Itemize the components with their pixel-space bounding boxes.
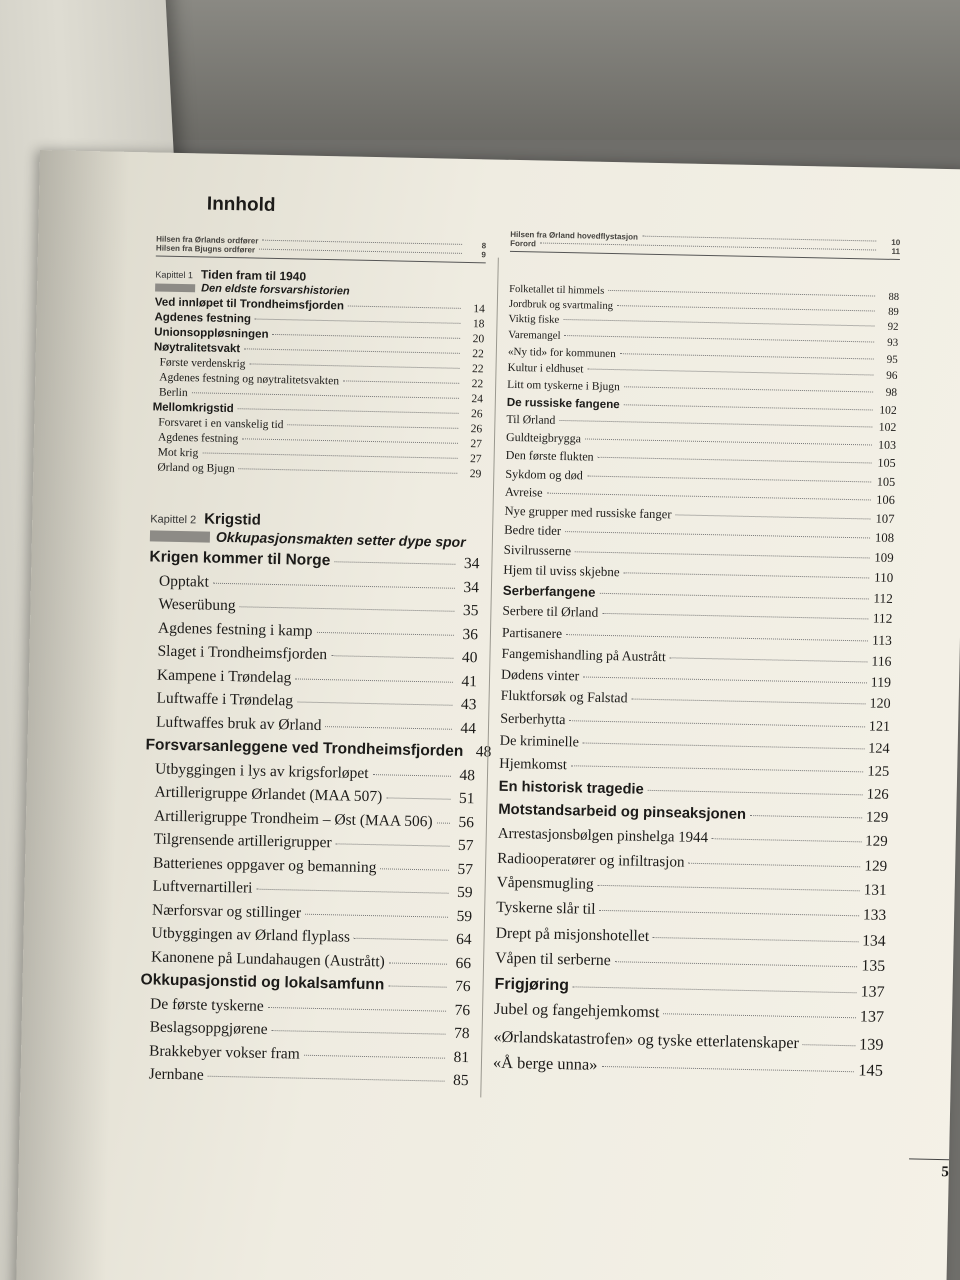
toc-entry-page: 27 [470,438,483,451]
toc-leader-dots [689,863,861,868]
toc-leader-dots [624,404,873,410]
toc-entry-page: 95 [886,353,898,366]
toc-leader-dots [663,1014,855,1019]
toc-entry-page: 57 [457,836,474,855]
toc-entry-page: 93 [887,336,899,349]
toc-entry-title: Kampene i Trøndelag [156,666,292,686]
toc-entry-page: 34 [463,554,480,573]
toc-entry-page: 51 [458,789,475,808]
toc-leader-dots [336,843,450,846]
toc-entry-title: Jernbane [148,1065,204,1084]
toc-entry-page: 137 [859,1008,885,1027]
toc-leader-dots [565,531,870,538]
toc-leader-dots [565,335,875,342]
toc-leader-dots [602,613,868,620]
toc-entry-page: 44 [460,719,477,737]
toc-leader-dots [305,913,448,917]
toc-entry-title: «Ørlandskatastrofen» og tyske etterlatenskaper [493,1027,800,1052]
toc-entry-page: 36 [462,625,479,643]
toc-leader-dots [262,240,462,245]
toc-entry-title: De første tyskerne [149,994,264,1015]
toc-entry-title: Agdenes festning [154,311,252,326]
toc-entry-title: Nærforsvar og stillinger [151,901,302,922]
toc-entry-title: Kanonene på Lundahaugen (Austrått) [150,948,385,970]
toc-entry-page: 64 [455,930,472,949]
chapter-2 [138,509,492,1092]
toc-entry-page: 59 [456,883,473,902]
toc-entry-page: 35 [462,601,479,620]
toc-entry-title: Guldteigbrygga [505,429,582,445]
toc-entry-page: 110 [873,569,894,586]
toc-leader-dots [598,457,872,464]
toc-entry-page: 119 [870,674,892,691]
toc-leader-dots [750,815,862,818]
toc-leader-dots [268,1006,446,1011]
toc-entry-title: Jubel og fangehjemkomst [493,1001,660,1022]
chapter-1 [151,266,485,482]
toc-entry-page: 139 [858,1034,884,1054]
toc-entry-page: 126 [866,786,889,803]
toc-entry-title: Serbere til Ørland [502,602,599,620]
toc-leader-dots [380,868,449,870]
toc-entry-page: 137 [860,982,885,1001]
toc-entry-title: Opptakt [158,572,210,591]
toc-entry-page: 43 [460,695,477,714]
toc-leader-dots [615,961,858,967]
toc-entry-page: 10 [891,237,901,248]
toc-entry-title: Fluktforsøk og Falstad [500,688,628,707]
toc-entry-title: Unionsoppløsningen [154,326,269,341]
toc-entry-page: 48 [459,766,476,784]
toc-entry-title: En historisk tragedie [498,778,644,798]
toc-leader-dots [547,493,871,501]
toc-entry-title: Viktig fiske [508,313,560,327]
toc-entry-title: Frigjøring [494,975,570,994]
toc-entry-page: 78 [453,1024,470,1043]
toc-entry-title: Ved innløpet til Trondheimsfjorden [154,296,345,313]
chapter-1-marker-bar [155,283,195,292]
toc-leader-dots [213,582,455,588]
toc-entry-title: Bedre tider [503,522,562,539]
toc-leader-dots [287,424,458,429]
toc-leader-dots [304,1054,445,1058]
toc-entry-title: De russiske fangene [506,395,620,411]
toc-entry-page: 133 [862,906,887,924]
toc-entry-title: Jordbruk og svartmaling [508,298,614,313]
toc-entry-title: Hilsen fra Bjugns ordfører [155,243,256,255]
toc-entry-title: «Å berge unna» [492,1052,598,1074]
toc-entry-title: Tyskerne slår til [496,898,596,918]
toc-leader-dots [598,885,860,891]
toc-entry-page: 56 [458,813,475,831]
toc-entry-page: 112 [872,610,893,626]
toc-entry-title: Artillerigruppe Ørlandet (MAA 507) [154,783,383,806]
chapter-1-title: Tiden fram til 1940 [200,267,307,284]
toc-leader-dots [331,655,453,659]
toc-entry-title: Agdenes festning [157,431,239,446]
toc-leader-dots [608,290,875,297]
toc-leader-dots [388,985,446,987]
toc-leader-dots [670,657,868,662]
toc-entry-page: 109 [874,550,894,565]
toc-entry-page: 121 [868,718,891,735]
toc-entry-page: 59 [456,907,473,925]
toc-entry-page: 66 [455,954,472,972]
toc-entry-page: 34 [463,578,480,596]
chapter-2-marker-bar [150,530,210,542]
chapter-1-entries [151,295,485,482]
chapter-1-subtitle: Den eldste forsvarshistorien [201,282,350,298]
toc-leader-dots [272,1030,446,1035]
toc-leader-dots [259,249,462,254]
toc-entry-title: Arrestasjonsbølgen pinshelga 1944 [497,825,709,847]
toc-leader-dots [600,910,859,916]
toc-entry-title: Hilsen fra Ørlands ordfører [156,234,259,246]
toc-entry-page: 26 [470,423,483,436]
toc-entry-page: 76 [454,977,471,996]
toc-entry-title: Weserübung [158,595,236,615]
toc-entry-page: 120 [869,696,891,712]
toc-leader-dots [240,606,455,612]
toc-entry-title: Tilgrensende artillerigrupper [153,830,332,852]
toc-entry-title: Serberfangene [502,582,596,600]
toc-left-column [138,234,492,1092]
toc-leader-dots [617,305,875,311]
toc-entry-page: 57 [457,860,474,878]
toc-entry-page: 26 [470,408,483,421]
toc-leader-dots [569,720,864,727]
toc-entry-page: 112 [873,590,893,606]
toc-entry-title: Drept på misjonshotellet [495,924,650,945]
toc-leader-dots [348,305,461,308]
toc-entry-title: Sivilrusserne [503,542,572,558]
toc-entry-title: Serberhytta [500,710,566,729]
toc-entry-title: Dødens vinter [500,666,580,684]
toc-leader-dots [632,698,866,704]
toc-entry-page: 105 [876,474,896,489]
toc-leader-dots [624,573,870,579]
toc-leader-dots [648,790,863,796]
toc-entry-page: 18 [472,318,485,331]
toc-leader-dots [256,889,448,894]
toc-entry-page: 134 [862,932,886,950]
toc-entry-title: Slaget i Trondheimsfjorden [157,642,328,664]
toc-entry-page: 81 [453,1048,470,1066]
toc-entry-title: Avreise [504,484,543,500]
toc-entry-title: Nøytralitetsvakt [153,341,241,356]
toc-entry-title: Første verdenskrig [159,356,246,371]
toc-entry-title: Utbyggingen i lys av krigsforløpet [154,760,369,782]
toc-entry-page: 107 [875,511,895,526]
toc-leader-dots [583,677,867,684]
toc-entry-title: Litt om tyskerne i Bjugn [507,378,620,393]
toc-leader-dots [571,765,864,772]
toc-entry-title: Agdenes festning i kamp [157,619,313,640]
page-title: Innhold [206,193,276,216]
toc-entry-title: Krigen kommer til Norge [149,548,331,570]
toc-entry-page: 22 [472,348,484,361]
toc-entry-page: 11 [891,246,901,257]
toc-entry-title: Mot krig [157,446,199,460]
toc-entry-page: 40 [461,648,478,667]
toc-leader-dots [599,592,868,599]
book-page [16,150,960,1280]
right-entries [493,282,900,1085]
toc-entry-page: 98 [885,386,898,399]
toc-leader-dots [583,743,864,750]
toc-entry-title: Til Ørland [506,412,556,427]
toc-leader-dots [373,774,451,777]
toc-entry-title: Batterienes oppgaver og bemanning [152,854,377,876]
toc-entry-page: 89 [888,306,899,319]
toc-entry-page: 106 [876,492,896,508]
toc-entry-title: De kriminelle [499,733,580,751]
toc-leader-dots [192,392,459,399]
toc-leader-dots [242,438,458,444]
toc-entry-page: 129 [865,833,888,850]
toc-entry-page: 145 [858,1060,884,1080]
toc-leader-dots [620,353,874,359]
toc-leader-dots [389,962,447,964]
toc-entry-page: 105 [877,455,896,471]
toc-entry-page: 129 [864,858,888,875]
toc-leader-dots [642,236,876,242]
toc-leader-dots [249,363,459,368]
toc-leader-dots [585,438,872,445]
chapter-2-number: Kapittel 2 [150,513,197,527]
toc-entry-title: Den første flukten [505,448,594,465]
toc-entry-page: 8 [481,241,487,251]
toc-leader-dots [653,937,858,942]
toc-entry-page: 22 [471,378,484,391]
toc-entry-page: 102 [879,403,897,417]
toc-leader-dots [317,631,454,635]
chapter-2-title: Krigstid [204,510,262,529]
toc-leader-dots [601,1066,854,1072]
toc-entry-page: 96 [886,369,898,383]
toc-entry-title: Motstandsarbeid og pinseaksjonen [498,802,747,824]
toc-entry-title: Kultur i eldhuset [507,362,584,376]
toc-leader-dots [239,468,458,474]
toc-entry-page: 9 [481,250,486,260]
toc-entry-title: Ørland og Bjugn [157,461,235,476]
toc-entry-title: Artillerigruppe Trondheim – Øst (MAA 506) [153,807,433,830]
toc-entry-title: Beslagsoppgjørene [149,1018,268,1038]
toc-leader-dots [712,838,861,842]
toc-entry-page: 103 [877,437,897,452]
toc-entry-page: 14 [473,303,485,316]
toc-entry-title: Luftvernartilleri [152,877,253,897]
toc-leader-dots [334,561,455,565]
toc-entry-page: 20 [472,333,485,346]
toc-entry-page: 85 [452,1071,469,1090]
toc-leader-dots [587,369,873,376]
toc-entry-title: Utbyggingen av Ørland flyplass [151,924,351,946]
toc-entry-page: 24 [471,393,484,406]
chapter-2-entries [138,545,492,1092]
toc-leader-dots [208,1076,445,1082]
toc-entry-page: 102 [878,420,897,434]
toc-entry-title: Forord [510,238,537,249]
toc-entry-page: 108 [874,530,895,546]
toc-leader-dots [273,334,461,339]
toc-entry-title: Brakkebyer vokser fram [148,1041,300,1063]
toc-entry-title: Varemangel [508,328,561,342]
toc-entry-title: Våpensmugling [496,873,594,893]
toc-entry-page: 135 [861,957,886,975]
toc-leader-dots [343,380,459,383]
toc-entry-title: Agdenes festning og nøytralitetsvakten [159,371,340,388]
page-number: 5 [909,1158,949,1181]
toc-leader-dots [566,634,868,641]
toc-entry-page: 129 [865,809,889,827]
chapter-2-subtitle: Okkupasjonsmakten setter dype spor [215,528,466,550]
toc-leader-dots [295,678,453,682]
toc-leader-dots [238,408,459,414]
toc-entry-title: Folketallet til himmels [509,283,605,297]
toc-entry-page: 22 [471,363,484,376]
toc-leader-dots [675,514,870,519]
toc-leader-dots [325,726,452,730]
toc-leader-dots [202,452,457,458]
toc-leader-dots [803,1044,855,1046]
toc-entry-title: Luftwaffes bruk av Ørland [155,713,322,734]
toc-leader-dots [559,420,872,428]
toc-entry-title: Berlin [158,386,188,400]
toc-entry-page: 116 [871,653,892,669]
toc-entry-page: 113 [871,632,893,648]
toc-entry-title: Forsvarsanleggene ved Trondheimsfjorden [145,736,464,760]
toc-entry-title: Mellomkrigstid [152,401,234,416]
toc-entry-title: Hjem til uviss skjebne [503,562,620,580]
toc-entry-page: 131 [863,881,887,900]
toc-entry-title: Hjemkomst [499,755,568,774]
toc-leader-dots [575,551,870,558]
toc-entry-page: 124 [867,740,890,758]
toc-entry-title: Luftwaffe i Trøndelag [156,689,294,710]
toc-entry-title: Okkupasjonstid og lokalsamfunn [140,971,385,994]
toc-entry-title: Partisanere [501,624,563,641]
toc-right-column [493,230,901,1085]
toc-entry-page: 29 [469,468,482,481]
toc-leader-dots [386,797,450,799]
toc-entry-page: 27 [469,453,482,466]
toc-leader-dots [244,348,460,354]
toc-entry-title: Nye grupper med russiske fanger [504,503,672,522]
toc-leader-dots [354,938,448,941]
toc-entry-page: 41 [461,672,478,690]
toc-entry-page: 48 [475,743,492,761]
toc-leader-dots [563,319,874,327]
toc-entry-title: Fangemishandling på Austrått [501,645,666,664]
toc-entry-page: 76 [454,1001,471,1019]
toc-entry-page: 92 [887,321,899,334]
toc-entry-title: Sykdom og død [505,466,584,483]
toc-entry-title: Forsvaret i en vanskelig tid [158,416,284,432]
toc-entry-page: 125 [867,763,890,780]
chapter-1-number: Kapittel 1 [155,269,194,281]
toc-leader-dots [587,475,871,482]
toc-leader-dots [437,822,450,823]
toc-entry-page: 88 [888,291,900,304]
toc-entry-title: Radiooperatører og infiltrasjon [497,850,685,871]
toc-entry-title: Hilsen fra Ørland hovedflystasjon [510,229,638,242]
toc-leader-dots [573,986,857,993]
toc-entry-title: Våpen til serberne [494,949,611,970]
toc-leader-dots [624,386,873,392]
toc-leader-dots [255,319,460,324]
toc-entry-title: «Ny tid» for kommunen [507,345,616,361]
toc-leader-dots [297,702,452,706]
